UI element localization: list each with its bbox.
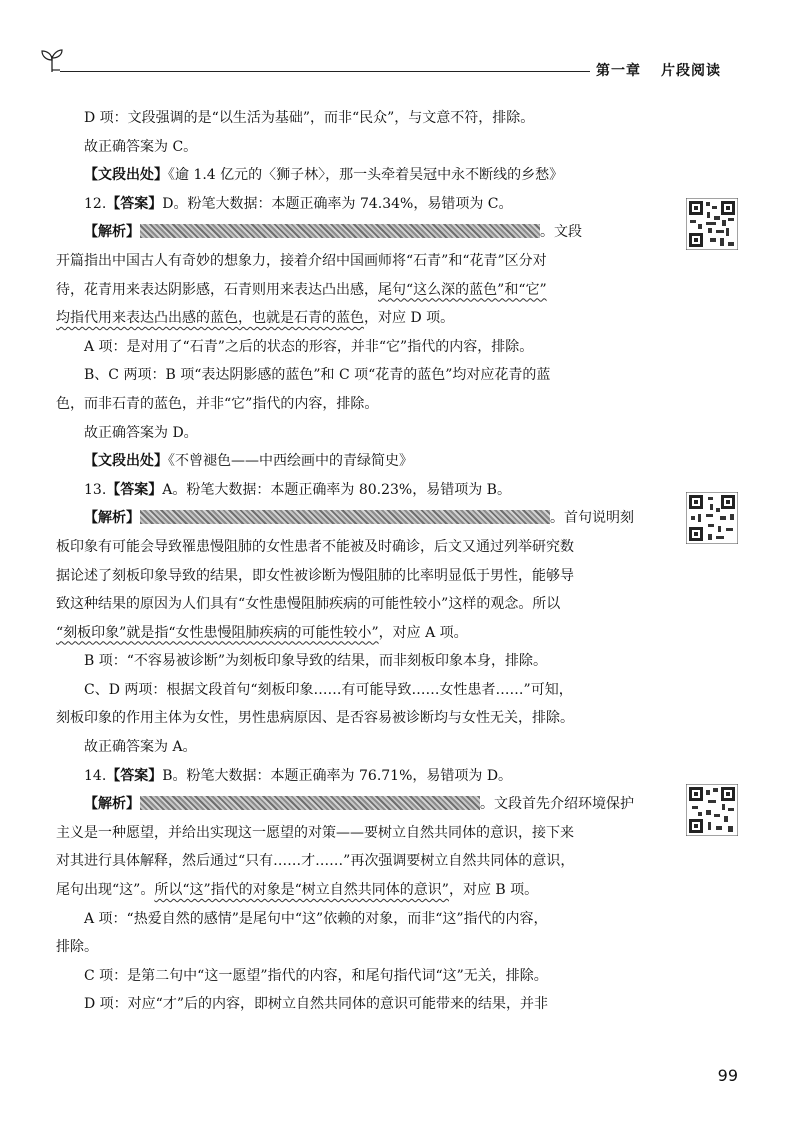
paragraph-line: B、C 两项：B 项“表达阴影感的蓝色”和 C 项“花青的蓝色”均对应花青的蓝 — [84, 367, 551, 384]
paragraph-line: 主义是一种愿望，并给出实现这一愿望的对策——要树立自然共同体的意识，接下来 — [56, 824, 574, 841]
source-line: 【文段出处】《不曾褪色——中西绘画中的青绿简史》 — [84, 453, 413, 470]
redacted-text — [140, 510, 550, 524]
qr-code-icon[interactable] — [686, 784, 738, 836]
question-12-answer: 12.【答案】D。粉笔大数据：本题正确率为 74.34%，易错项为 C。 — [84, 195, 513, 212]
paragraph-line: C、D 两项：根据文段首句“刻板印象……有可能导致……女性患者……”可知， — [84, 681, 573, 698]
paragraph-line: 板印象有可能会导致罹患慢阻肺的女性患者不能被及时确诊，后文又通过列举研究数 — [56, 538, 574, 555]
qr-code-icon[interactable] — [686, 492, 738, 544]
redacted-text — [140, 224, 540, 238]
qr-code-icon[interactable] — [686, 198, 738, 250]
paragraph-line: 排除。 — [56, 939, 98, 956]
paragraph-line: 据论述了刻板印象导致的结果，即女性被诊断为慢阻肺的比率明显低于男性，能够导 — [56, 567, 574, 584]
paragraph-line: 开篇指出中国古人有奇妙的想象力，接着介绍中国画师将“石青”和“花青”区分对 — [56, 252, 547, 269]
paragraph-line: 致这种结果的原因为人们具有“女性患慢阻肺疾病的可能性较小”这样的观念。所以 — [56, 596, 561, 613]
question-12-analysis: 【解析】 。文段 — [84, 224, 582, 241]
paragraph-line: C 项：是第二句中“这一愿望”指代的内容，和尾句指代词“这”无关，排除。 — [84, 967, 548, 984]
paragraph-line: A 项：“热爱自然的感情”是尾句中“这”依赖的对象，而非“这”指代的内容， — [84, 910, 548, 927]
paragraph-line: 刻板印象的作用主体为女性，男性患病原因、是否容易被诊断均与女性无关，排除。 — [56, 710, 574, 727]
conclusion: 故正确答案为 C。 — [84, 138, 198, 155]
running-header — [596, 60, 721, 80]
page-number: 99 — [717, 1066, 738, 1085]
conclusion: 故正确答案为 D。 — [84, 424, 198, 441]
paragraph-line: D 项：对应“才”后的内容，即树立自然共同体的意识可能带来的结果，并非 — [84, 996, 548, 1013]
paragraph-line: A 项：是对用了“石青”之后的状态的形容，并非“它”指代的内容，排除。 — [84, 338, 534, 355]
paragraph-line: 色，而非石青的蓝色，并非“它”指代的内容，排除。 — [56, 395, 379, 412]
question-13-analysis: 【解析】 。首句说明刻 — [84, 510, 634, 527]
header-rule — [60, 71, 590, 72]
paragraph-line: 均指代用来表达凸出感的蓝色，也就是石青的蓝色，对应 D 项。 — [56, 310, 455, 327]
section-label: 片段阅读 — [661, 63, 721, 79]
source-line: 【文段出处】《逾 1.4 亿元的〈狮子林〉，那一头牵着吴冠中永不断线的乡愁》 — [84, 167, 564, 184]
redacted-text — [140, 796, 480, 810]
option-d-note: D 项：文段强调的是“以生活为基础”，而非“民众”，与文意不符，排除。 — [84, 110, 535, 126]
conclusion: 故正确答案为 A。 — [84, 739, 197, 756]
paragraph-line: “刻板印象”就是指“女性患慢阻肺疾病的可能性较小”，对应 A 项。 — [56, 624, 468, 641]
question-14-answer: 14.【答案】B。粉笔大数据：本题正确率为 76.71%，易错项为 D。 — [84, 767, 513, 784]
question-14-analysis: 【解析】 。文段首先介绍环境保护 — [84, 796, 634, 813]
question-13-answer: 13.【答案】A。粉笔大数据：本题正确率为 80.23%，易错项为 B。 — [84, 481, 511, 498]
paragraph-line: 对其进行具体解释，然后通过“只有……才……”再次强调要树立自然共同体的意识， — [56, 853, 575, 870]
answer-explanations — [56, 104, 659, 1019]
chapter-label: 第一章 — [596, 63, 641, 79]
paragraph-line: 待，花青用来表达阴影感，石青则用来表达凸出感，尾句“这么深的蓝色”和“它” — [56, 281, 547, 298]
paragraph-line: B 项：“不容易被诊断”为刻板印象导致的结果，而非刻板印象本身，排除。 — [84, 653, 548, 670]
paragraph-line: 尾句出现“这”。所以“这”指代的对象是“树立自然共同体的意识”，对应 B 项。 — [56, 882, 539, 899]
